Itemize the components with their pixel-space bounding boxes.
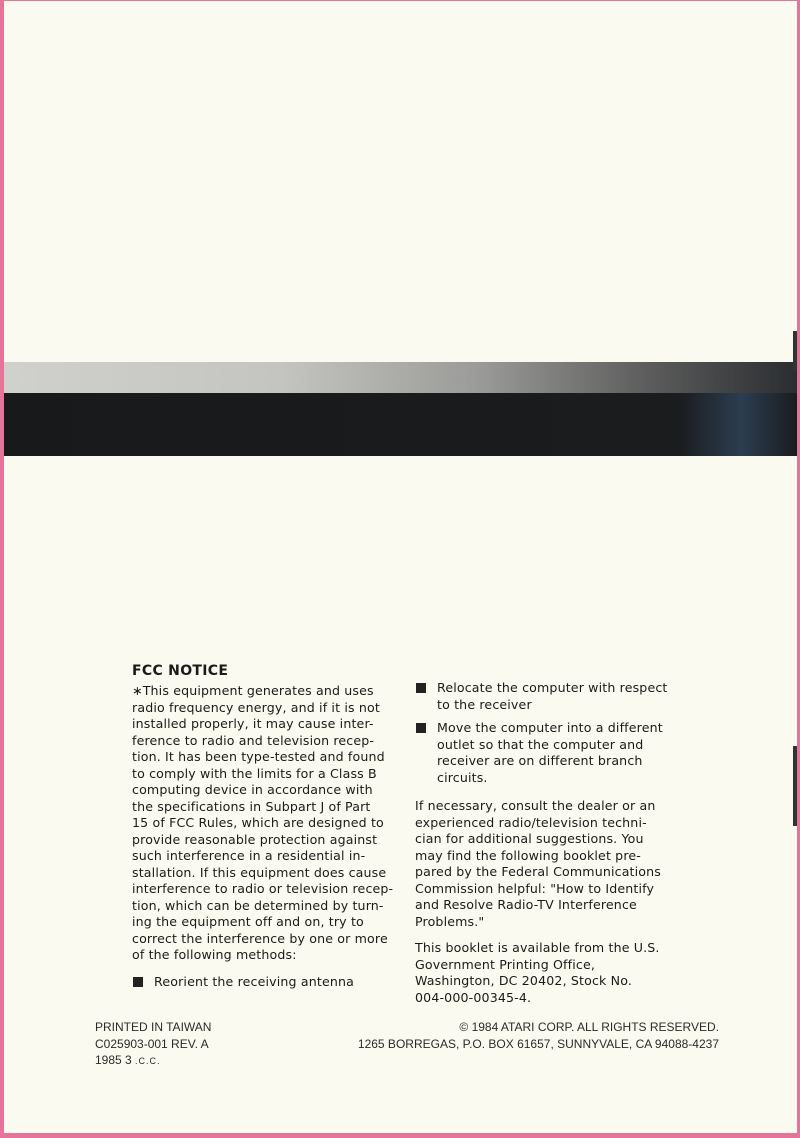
gradient-stripe	[4, 362, 797, 394]
fcc-notice-right-column	[415, 680, 690, 1016]
printed-in: PRINTED IN TAIWAN	[95, 1020, 212, 1034]
fcc-notice-title: FCC NOTICE	[132, 663, 229, 679]
fcc-notice-left-column	[132, 662, 400, 997]
method-item	[415, 680, 690, 713]
method-item	[415, 720, 690, 786]
spine-edge-mark	[793, 331, 797, 371]
print-date: 1985 3	[95, 1053, 132, 1067]
black-band	[4, 393, 797, 456]
consult-paragraph: If necessary, consult the dealer or an experienced radio/television techni- cian for additional suggestions. You may find the following booklet pre- pared by the Federal Communications Commission helpful: "How to Identify and Resolve Radio-TV Interference Problems."	[415, 798, 661, 929]
copyright-line: © 1984 ATARI CORP. ALL RIGHTS RESERVED.	[459, 1020, 719, 1034]
company-address: 1265 BORREGAS, P.O. BOX 61657, SUNNYVALE, CA 94088-4237	[357, 1036, 719, 1051]
square-bullet-icon	[416, 683, 426, 693]
spine-edge-mark	[793, 746, 797, 826]
method-item	[132, 974, 400, 991]
method-text: Move the computer into a different outlet so that the computer and receiver are on different branch circuits.	[437, 720, 663, 785]
availability-paragraph: This booklet is available from the U.S. Government Printing Office, Washington, DC 20402, Stock No. 004-000-00345-4.	[415, 940, 660, 1005]
fcc-notice-intro: ∗This equipment generates and uses radio frequency energy, and if it is not installed properly, it may cause inter- ference to radio and television recep- tion. It has been type-tested and found to comply with the limits for a Class B computing device in accordance with the specifications in Subpart J of Part 15 of FCC Rules, which are designed to provide reasonable protection against such interference in a residential in- stallation. If this equipment does cause interference to radio or television recep- tion, which can be determined by turn- ing the equipment off and on, try to correct the interference by one or more of the following methods:	[132, 683, 394, 962]
print-info	[95, 1019, 211, 1070]
copyright-info	[358, 1019, 719, 1052]
print-date-line	[95, 1052, 211, 1070]
part-number: C025903-001 REV. A	[95, 1036, 209, 1051]
method-text: Relocate the computer with respect to the receiver	[437, 680, 668, 712]
print-code: .C.C.	[135, 1056, 161, 1066]
method-text: Reorient the receiving antenna	[154, 973, 354, 989]
manual-back-cover	[4, 1, 797, 1133]
square-bullet-icon	[133, 977, 143, 987]
square-bullet-icon	[416, 723, 426, 733]
